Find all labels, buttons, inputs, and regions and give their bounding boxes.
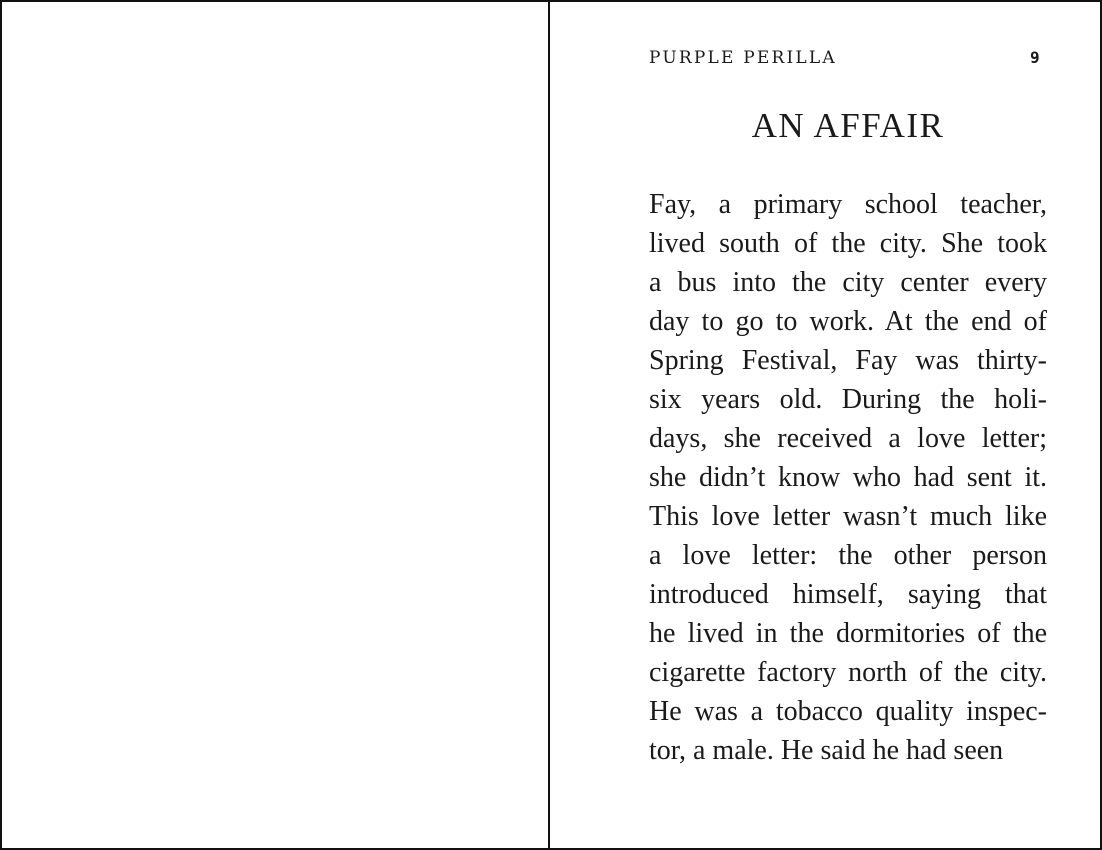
- body-line: Fay, a primary school teacher,: [649, 189, 1047, 220]
- right-page: [550, 2, 1100, 848]
- body-line: lived south of the city. She took: [649, 228, 1047, 259]
- body-line: she didn’t know who had sent it.: [649, 462, 1047, 493]
- body-line: cigarette factory north of the city.: [649, 657, 1047, 688]
- page-number: 9: [1030, 48, 1040, 67]
- chapter-title: AN AFFAIR: [751, 106, 945, 145]
- body-line: six years old. During the holi-: [649, 384, 1047, 415]
- body-line: a bus into the city center every: [649, 267, 1047, 298]
- body-line: He was a tobacco quality inspec-: [649, 696, 1047, 727]
- body-line: a love letter: the other person: [649, 540, 1047, 571]
- left-page-blank: [2, 2, 550, 848]
- body-text: [649, 185, 1047, 770]
- body-line: day to go to work. At the end of: [649, 306, 1047, 337]
- body-line: he lived in the dormitories of the: [649, 618, 1047, 649]
- body-line: Spring Festival, Fay was thirty-: [649, 345, 1047, 376]
- body-line: days, she received a love letter;: [649, 423, 1047, 454]
- body-line: tor, a male. He said he had seen: [649, 735, 1004, 766]
- running-head: PURPLE PERILLA: [649, 48, 837, 68]
- body-line: This love letter wasn’t much like: [649, 501, 1047, 532]
- body-line: introduced himself, saying that: [649, 579, 1047, 610]
